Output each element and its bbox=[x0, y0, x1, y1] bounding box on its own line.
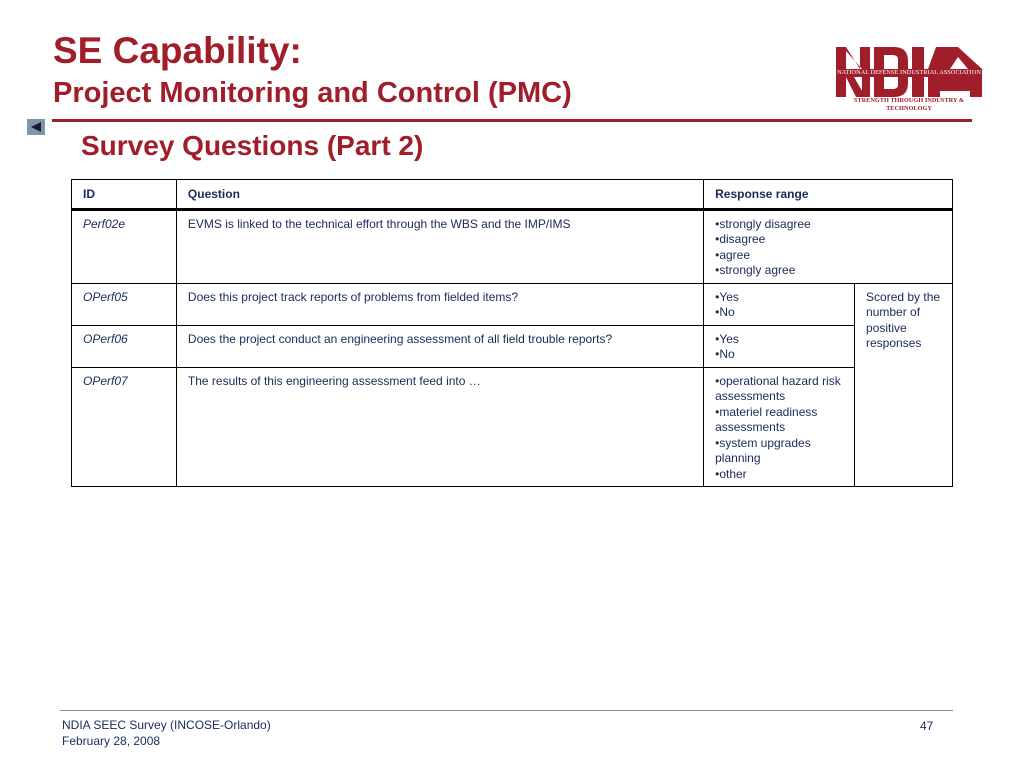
response-option: •operational hazard risk assessments bbox=[715, 373, 841, 403]
footer-divider bbox=[60, 710, 953, 711]
row-id: OPerf07 bbox=[72, 367, 177, 487]
response-option: •other bbox=[715, 466, 747, 481]
row-question: EVMS is linked to the technical effort through the WBS and the IMP/IMS bbox=[176, 209, 703, 283]
footer-event: NDIA SEEC Survey (INCOSE-Orlando) bbox=[62, 718, 271, 732]
column-header-id: ID bbox=[72, 180, 177, 210]
response-option: •Yes bbox=[715, 289, 739, 304]
table-row bbox=[72, 209, 953, 283]
triangle-left-icon bbox=[30, 122, 42, 132]
row-responses bbox=[704, 283, 855, 325]
logo-tagline: STRENGTH THROUGH INDUSTRY & TECHNOLOGY bbox=[853, 97, 965, 112]
response-option: •strongly agree bbox=[715, 263, 796, 277]
row-id: OPerf05 bbox=[72, 283, 177, 325]
table-row bbox=[72, 325, 953, 367]
response-option: •materiel readiness assessments bbox=[715, 404, 818, 434]
table-header-row bbox=[72, 180, 953, 210]
row-responses bbox=[704, 367, 855, 487]
table-row bbox=[72, 367, 953, 487]
response-option: •agree bbox=[715, 247, 751, 262]
response-option: •system upgrades planning bbox=[715, 435, 811, 465]
page-subtitle: Project Monitoring and Control (PMC) bbox=[53, 77, 572, 109]
section-heading: Survey Questions (Part 2) bbox=[81, 130, 424, 161]
column-header-response: Response range bbox=[704, 180, 953, 210]
page-title: SE Capability: bbox=[53, 30, 302, 71]
row-responses bbox=[704, 325, 855, 367]
row-question: Does this project track reports of problems from fielded items? bbox=[176, 283, 703, 325]
survey-table bbox=[71, 179, 953, 487]
response-option: •Yes bbox=[715, 331, 739, 346]
response-option: •No bbox=[715, 347, 735, 361]
scoring-note: Scored by the number of positive responses bbox=[855, 283, 953, 487]
row-id: OPerf06 bbox=[72, 325, 177, 367]
page-number: 47 bbox=[920, 719, 934, 733]
response-option: •strongly disagree bbox=[715, 216, 811, 231]
ndia-logo bbox=[836, 47, 982, 112]
response-option: •disagree bbox=[715, 232, 766, 246]
footer-date: February 28, 2008 bbox=[62, 734, 161, 748]
row-responses bbox=[704, 209, 953, 283]
row-id: Perf02e bbox=[72, 209, 177, 283]
previous-slide-button[interactable] bbox=[27, 119, 45, 135]
logo-band-text: NATIONAL DEFENSE INDUSTRIAL ASSOCIATION bbox=[837, 69, 981, 76]
table-row bbox=[72, 283, 953, 325]
footer-info bbox=[62, 717, 271, 749]
row-question: The results of this engineering assessment feed into … bbox=[176, 367, 703, 487]
response-option: •No bbox=[715, 305, 735, 319]
title-divider bbox=[52, 119, 972, 122]
column-header-question: Question bbox=[176, 180, 703, 210]
row-question: Does the project conduct an engineering assessment of all field trouble reports? bbox=[176, 325, 703, 367]
